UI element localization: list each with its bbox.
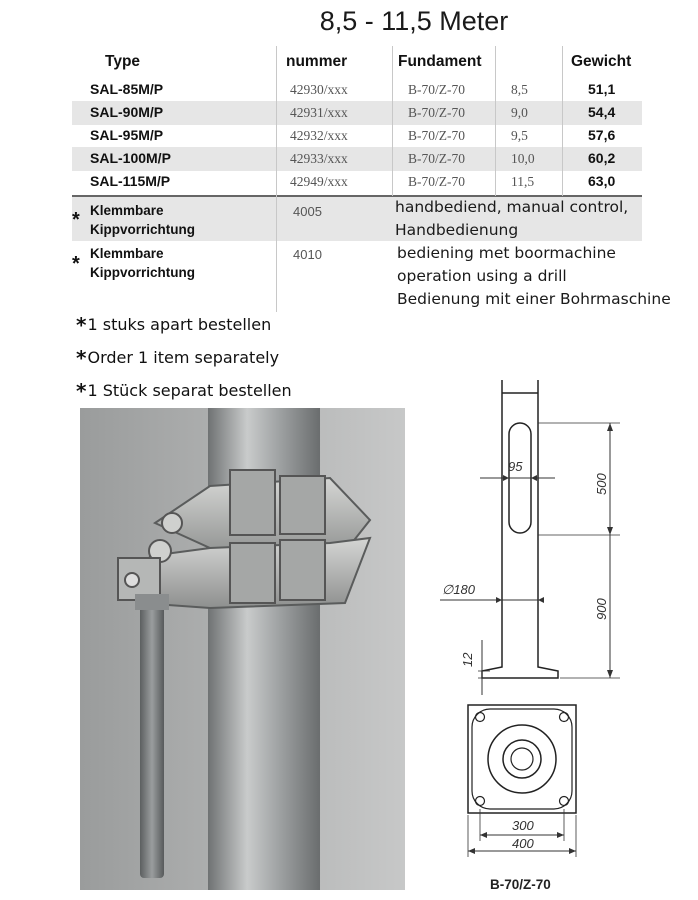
cell-gewicht: 51,1 [588,81,616,97]
accessory-description [397,242,671,311]
cell-type: SAL-95M/P [90,127,164,143]
cell-height: 11,5 [511,174,535,189]
cell-type: SAL-85M/P [90,81,164,97]
note-text: 1 Stück separat bestellen [87,381,292,400]
description-line: Bedienung mit einer Bohrmaschine [397,290,671,308]
description-line: bediening met boormachine [397,244,616,262]
description-line: Handbedienung [395,221,519,239]
note-star: * [76,346,87,370]
accessory-star: * [72,253,80,275]
table-row [72,78,642,102]
header-type: Type [105,53,141,70]
cell-gewicht: 54,4 [588,104,616,120]
header-nummer: nummer [286,53,348,70]
cell-height: 9,0 [511,105,528,120]
dimension-500-label: 500 [594,473,609,495]
accessory-nummer: 4005 [293,204,322,219]
cell-fundament: B-70/Z-70 [408,174,465,189]
note-line [76,311,271,335]
accessory-label-line: Klemmbare [90,203,164,218]
table-row [72,124,642,148]
description-line: handbediend, manual control, [395,198,629,216]
column-separator [392,46,393,196]
clamp-photo [80,408,405,890]
cell-fundament: B-70/Z-70 [408,105,465,120]
accessory-nummer: 4010 [293,247,322,262]
cell-nummer: 42932/xxx [290,128,348,143]
cell-type: SAL-100M/P [90,150,171,166]
cell-gewicht: 57,6 [588,127,616,143]
cell-fundament: B-70/Z-70 [408,128,465,143]
dimension-400-label: 400 [512,836,534,851]
table-row [72,147,642,171]
cell-nummer: 42949/xxx [290,174,348,189]
cell-type: SAL-115M/P [90,173,171,189]
cell-nummer: 42931/xxx [290,105,348,120]
accessory-label-line: Kippvorrichtung [90,265,195,280]
accessory-label [90,201,195,239]
note-star: * [76,379,87,403]
drawing-caption: B-70/Z-70 [490,877,551,892]
cell-nummer: 42933/xxx [290,151,348,166]
accessory-label-line: Kippvorrichtung [90,222,195,237]
cell-nummer: 42930/xxx [290,82,348,97]
cell-gewicht: 60,2 [588,150,616,166]
header-fundament: Fundament [398,53,482,70]
cell-height: 9,5 [511,128,528,143]
cell-height: 10,0 [511,151,535,166]
dimension-180-label: ∅180 [442,582,476,597]
accessory-label [90,244,195,282]
cell-fundament: B-70/Z-70 [408,82,465,97]
header-gewicht: Gewicht [571,53,632,70]
note-text: 1 stuks apart bestellen [87,315,272,334]
description-line: operation using a drill [397,267,567,285]
accessory-star: * [72,209,80,231]
page-title: 8,5 - 11,5 Meter [319,6,509,36]
table-row [72,170,642,194]
dimension-12-label: 12 [460,652,475,667]
cell-type: SAL-90M/P [90,104,164,120]
note-star: * [76,313,87,337]
column-separator [276,46,277,312]
note-line [76,344,279,368]
cell-gewicht: 63,0 [588,173,616,189]
dimension-900-label: 900 [594,598,609,620]
table-row [72,101,642,125]
accessory-label-line: Klemmbare [90,246,164,261]
note-line [76,377,292,401]
dimension-300-label: 300 [512,818,534,833]
foundation-drawing [420,375,695,900]
column-separator [562,46,563,196]
accessory-description [395,196,628,242]
column-separator [495,46,496,196]
cell-height: 8,5 [511,82,528,97]
cell-fundament: B-70/Z-70 [408,151,465,166]
note-text: Order 1 item separately [87,348,280,367]
dimension-95-label: 95 [508,459,523,474]
